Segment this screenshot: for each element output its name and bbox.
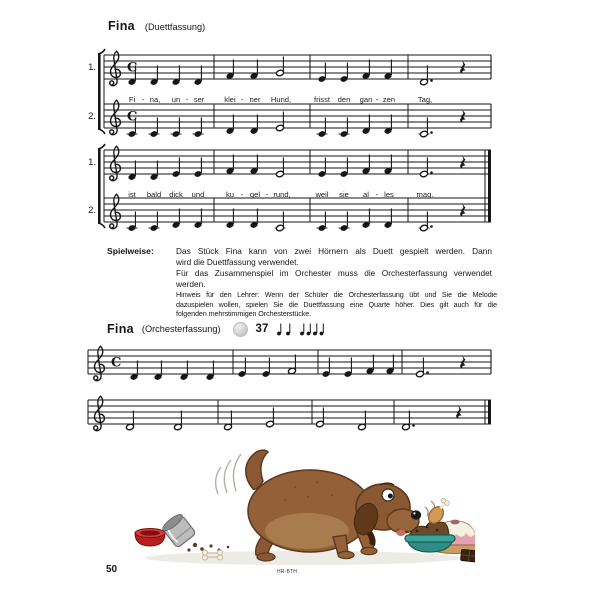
svg-text:gan: gan: [359, 95, 373, 104]
chocolate-bar: [461, 549, 475, 563]
note: [172, 221, 181, 228]
note: [180, 373, 189, 380]
note: [250, 167, 259, 174]
stave-label: 1.: [88, 157, 96, 168]
note: [402, 423, 411, 430]
dog-front-paw: [338, 551, 354, 558]
note: [362, 127, 371, 134]
note: [172, 130, 181, 137]
quarter-rest: [460, 204, 465, 217]
note: [128, 78, 137, 85]
treble-clef-icon: [94, 346, 105, 381]
note: [318, 130, 327, 137]
dog-front-paw: [361, 547, 377, 554]
quarter-rest: [460, 61, 465, 74]
svg-text:un: un: [171, 95, 181, 104]
nose-highlight: [413, 512, 415, 514]
treble-clef-icon: [94, 396, 105, 431]
note: [340, 170, 349, 177]
svg-text:-: -: [141, 95, 145, 104]
note: [318, 224, 327, 231]
svg-text:sie: sie: [339, 190, 349, 199]
hint-line: Hinweis für den Lehrer: Wenn der Schüler die Orchesterfassung übt und Sie die Melodie: [176, 290, 497, 299]
spielweise-line: wird die Duettfassung verwendet.: [176, 257, 299, 267]
note: [226, 221, 235, 228]
svg-text:weil: weil: [315, 190, 329, 199]
time-signature: C: [111, 355, 122, 371]
quarter-rest: [460, 156, 465, 169]
svg-text:den: den: [337, 95, 351, 104]
time-signature: C: [127, 109, 138, 125]
spielweise-line: Das Stück Fina kann von zwei Hörnern als Duett gespielt werden. Dann: [176, 246, 492, 256]
cd-track-number: 37: [255, 323, 269, 335]
note: [194, 170, 203, 177]
dog-illustration: [125, 437, 475, 569]
quarter-rest: [456, 406, 461, 419]
svg-text:frisst: frisst: [313, 95, 331, 104]
spielweise-line: werden.: [176, 279, 206, 289]
note: [318, 170, 327, 177]
note: [276, 170, 285, 177]
duet-heading: [108, 19, 205, 33]
note: [340, 75, 349, 82]
lyrics-line: [129, 95, 432, 104]
dog-cheek: [397, 530, 406, 536]
piece-title: Fina: [108, 19, 135, 33]
note: [384, 72, 393, 79]
note: [318, 75, 327, 82]
note: [340, 130, 349, 137]
note: [250, 221, 259, 228]
svg-text:ist: ist: [128, 190, 136, 199]
note: [130, 373, 139, 380]
note: [416, 370, 425, 377]
svg-text:les: les: [384, 190, 394, 199]
note: [288, 367, 297, 374]
spielweise-teacher-hint: [176, 290, 497, 319]
note: [150, 78, 159, 85]
svg-text:-: -: [375, 95, 379, 104]
svg-text:-: -: [185, 95, 189, 104]
time-signature: C: [127, 60, 138, 76]
note: [344, 370, 353, 377]
svg-text:-: -: [240, 190, 244, 199]
stave-label: 2.: [88, 205, 96, 216]
spielweise-text: [176, 246, 492, 290]
lyrics-line: [128, 190, 433, 199]
note: [194, 130, 203, 137]
note: [126, 423, 135, 430]
svg-text:ser: ser: [193, 95, 205, 104]
note: [250, 72, 259, 79]
hint-line: dazuspielen wollen, spielen Sie die Duettfassung eine Quarte höher. Dies gilt auch für die: [176, 299, 497, 309]
treble-clef-icon: [110, 194, 121, 229]
note: [194, 78, 203, 85]
note: [238, 370, 247, 377]
note: [420, 170, 429, 177]
note: [172, 78, 181, 85]
note: [266, 420, 275, 427]
note: [194, 221, 203, 228]
note: [362, 221, 371, 228]
svg-text:bald: bald: [146, 190, 162, 199]
note: [128, 130, 137, 137]
svg-text:gel: gel: [249, 190, 261, 199]
spielweise-label: Spielweise:: [107, 246, 154, 256]
note: [362, 167, 371, 174]
note: [384, 167, 393, 174]
quarter-rest: [460, 110, 465, 123]
note: [150, 224, 159, 231]
duet-system-2: [88, 144, 491, 232]
svg-text:dick: dick: [169, 190, 183, 199]
svg-text:und: und: [191, 190, 205, 199]
note: [262, 370, 271, 377]
orchester-line-2: [88, 396, 491, 431]
treble-clef-icon: [110, 51, 121, 86]
hint-line: folgenden mehrstimmigen Orchesterstücke.: [176, 309, 312, 319]
svg-text:-: -: [240, 95, 244, 104]
stave-label: 1.: [88, 62, 96, 73]
piece-variant-orchester: (Orchesterfassung): [141, 324, 221, 334]
dog-nose: [411, 510, 421, 519]
note: [226, 167, 235, 174]
note: [276, 224, 285, 231]
spielweise-line: Für das Zusammenspiel im Orchester muss die Orchesterfassung verwendet: [176, 268, 492, 278]
note: [340, 224, 349, 231]
count-in-notes-icon: [276, 320, 332, 338]
ground-shadow: [145, 551, 461, 565]
svg-text:Tag,: Tag,: [417, 95, 433, 104]
dog: [216, 450, 435, 561]
note: [316, 420, 325, 427]
dog-hind-paw: [257, 553, 275, 561]
svg-text:-: -: [265, 190, 269, 199]
svg-text:rund,: rund,: [273, 190, 291, 199]
cd-track-icon: [233, 322, 248, 337]
note: [322, 370, 331, 377]
note: [150, 130, 159, 137]
note: [384, 221, 393, 228]
metal-pot: [161, 512, 197, 548]
note: [174, 423, 183, 430]
red-bowl: [135, 529, 165, 547]
svg-text:ku: ku: [225, 190, 235, 199]
note: [224, 423, 233, 430]
spilled-food: [187, 543, 229, 552]
note: [128, 173, 137, 180]
note: [206, 373, 215, 380]
note: [226, 127, 235, 134]
svg-text:al: al: [363, 190, 369, 199]
svg-text:na,: na,: [149, 95, 161, 104]
note: [150, 173, 159, 180]
note: [384, 127, 393, 134]
note: [366, 367, 375, 374]
dog-pupil: [388, 494, 393, 499]
svg-text:klei: klei: [224, 95, 236, 104]
piece-title: Fina: [107, 322, 134, 336]
svg-text:-: -: [375, 190, 379, 199]
page-number: 50: [106, 564, 118, 575]
orchester-line-1: [88, 346, 491, 381]
tail-motion-lines: [216, 454, 241, 494]
orchester-heading: [107, 320, 332, 338]
note: [154, 373, 163, 380]
svg-text:Hund,: Hund,: [270, 95, 292, 104]
quarter-rest: [460, 356, 465, 369]
note: [226, 72, 235, 79]
stave-label: 2.: [88, 111, 96, 122]
duet-system-1: [88, 49, 491, 138]
svg-text:zen: zen: [382, 95, 396, 104]
note: [128, 224, 137, 231]
note: [420, 130, 429, 137]
note: [276, 124, 285, 131]
svg-text:ner: ner: [249, 95, 261, 104]
note: [172, 170, 181, 177]
note: [276, 69, 285, 76]
treble-clef-icon: [110, 100, 121, 135]
note: [358, 423, 367, 430]
svg-text:Fi: Fi: [128, 95, 136, 104]
piece-variant-duet: (Duettfassung): [144, 22, 206, 32]
note: [420, 224, 429, 231]
note: [250, 127, 259, 134]
treble-clef-icon: [110, 146, 121, 181]
note: [386, 367, 395, 374]
svg-text:mag.: mag.: [416, 190, 434, 199]
printer-code: HR-BTH: [277, 569, 298, 575]
note: [420, 78, 429, 85]
note: [362, 72, 371, 79]
